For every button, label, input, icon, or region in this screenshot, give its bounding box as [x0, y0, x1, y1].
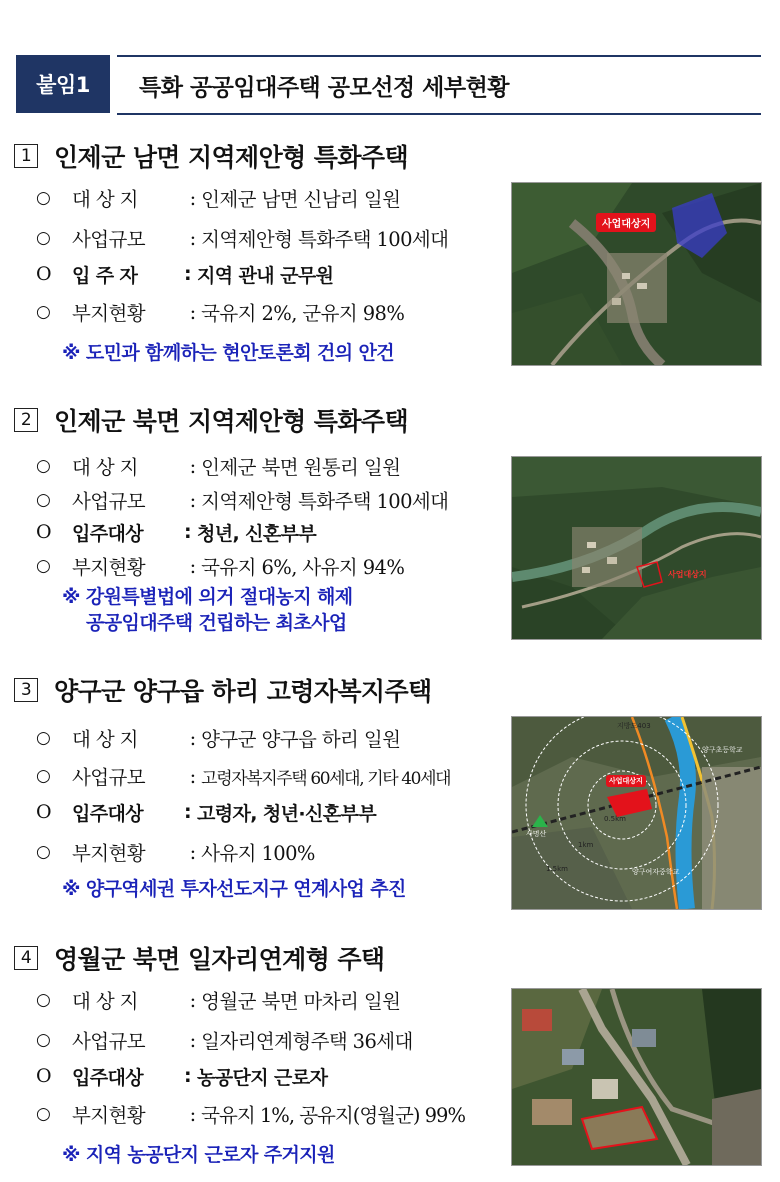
section-title-text: 영월군 북면 일자리연계형 주택 [54, 945, 385, 974]
bullet: ○ [36, 1104, 51, 1124]
item-value: 지역제안형 특화주택 100세대 [201, 228, 449, 251]
section-number: 3 [14, 678, 38, 702]
bullet: O [36, 801, 51, 823]
bullet: ○ [36, 456, 51, 476]
section-note [62, 582, 353, 638]
item-value: 인제군 남면 신남리 일원 [201, 188, 401, 211]
attachment-tag: 붙임1 [16, 55, 110, 113]
separator: : [184, 764, 202, 788]
separator: : [178, 263, 198, 285]
item-land [36, 296, 404, 328]
item-label: 대 상 지 [72, 990, 138, 1013]
map-label-ring: 0.5km [604, 815, 627, 823]
item-land [36, 1098, 465, 1130]
item-label: 부지현황 [72, 556, 145, 579]
site-label: 사업대상지 [606, 775, 646, 787]
section-title [12, 138, 408, 174]
bullet: ○ [36, 766, 51, 786]
map-label-school: 양구초등학교 [702, 746, 743, 754]
item-residents [36, 516, 316, 548]
item-label: 입주대상 [72, 522, 144, 545]
section-note: ※ 도민과 함께하는 현안토론회 건의 안건 [62, 341, 395, 364]
section-title-text: 양구군 양구읍 하리 고령자복지주택 [54, 677, 432, 706]
item-scale [36, 222, 448, 254]
item-value: 지역제안형 특화주택 100세대 [201, 490, 449, 513]
item-value: 청년, 신혼부부 [197, 522, 317, 545]
separator: : [184, 488, 202, 512]
item-site [36, 182, 400, 214]
note-line: ※ 강원특별법에 의거 절대농지 해제 [62, 586, 353, 608]
item-label: 대 상 지 [72, 728, 138, 751]
section-title-text: 인제군 북면 지역제안형 특화주택 [54, 407, 409, 436]
item-value: 국유지 6%, 사유지 94% [201, 556, 405, 579]
separator: : [184, 1102, 202, 1126]
item-value: 사유지 100% [201, 842, 315, 865]
aerial-photo [512, 457, 761, 639]
site-photo-2 [511, 456, 762, 640]
item-label: 부지현황 [72, 302, 145, 325]
separator: : [184, 988, 202, 1012]
item-label: 입주대상 [72, 1066, 144, 1089]
site-photo-3 [511, 716, 762, 910]
bullet: ○ [36, 490, 51, 510]
site-label: 사업대상지 [596, 213, 656, 232]
separator: : [184, 1028, 202, 1052]
item-label: 입 주 자 [72, 264, 138, 287]
separator: : [184, 554, 202, 578]
item-label: 사업규모 [72, 490, 145, 513]
bullet: ○ [36, 302, 51, 322]
item-label: 대 상 지 [72, 188, 138, 211]
map-label-mountain: 사명산 [526, 830, 547, 838]
item-label: 입주대상 [72, 802, 144, 825]
item-scale [36, 1024, 413, 1056]
bullet: ○ [36, 228, 51, 248]
item-scale [36, 484, 448, 516]
aerial-photo [512, 183, 761, 365]
item-site [36, 722, 400, 754]
site-photo-1 [511, 182, 762, 366]
item-value: 양구군 양구읍 하리 일원 [201, 728, 401, 751]
bullet: ○ [36, 188, 51, 208]
item-residents [36, 796, 376, 828]
separator: : [184, 454, 202, 478]
bullet: ○ [36, 556, 51, 576]
separator: : [184, 186, 202, 210]
item-value: 인제군 북면 원통리 일원 [201, 456, 401, 479]
bullet: ○ [36, 1030, 51, 1050]
item-value: 고령자복지주택 60세대, 기타 40세대 [201, 768, 451, 789]
item-land [36, 550, 404, 582]
bullet: O [36, 1065, 51, 1087]
item-value: 지역 관내 군무원 [197, 264, 334, 287]
separator: : [184, 726, 202, 750]
separator: : [184, 840, 202, 864]
item-residents [36, 258, 333, 290]
note-line: 공공임대주택 건립하는 최초사업 [86, 612, 347, 634]
section-number: 1 [14, 144, 38, 168]
map-label-ring: 1km [578, 841, 594, 849]
item-label: 부지현황 [72, 842, 145, 865]
section-number: 4 [14, 946, 38, 970]
item-site [36, 450, 400, 482]
site-photo-4 [511, 988, 762, 1166]
item-label: 사업규모 [72, 766, 145, 789]
section-number: 2 [14, 408, 38, 432]
map-label-school: 양구여자중학교 [632, 868, 680, 876]
separator: : [184, 300, 202, 324]
attachment-header [16, 55, 761, 113]
bullet: ○ [36, 728, 51, 748]
map-label-road: 지방도403 [617, 722, 651, 730]
section-title [12, 402, 408, 438]
section-title [12, 672, 432, 708]
section-title-text: 인제군 남면 지역제안형 특화주택 [54, 143, 409, 172]
item-value: 농공단지 근로자 [197, 1066, 328, 1089]
item-label: 부지현황 [72, 1104, 145, 1127]
bullet: O [36, 521, 51, 543]
separator: : [178, 1065, 198, 1087]
aerial-photo [512, 989, 761, 1165]
separator: : [178, 801, 198, 823]
item-residents [36, 1060, 327, 1092]
bullet: ○ [36, 990, 51, 1010]
bullet: O [36, 263, 51, 285]
map-label-ring: 1.5km [546, 865, 569, 873]
separator: : [178, 521, 198, 543]
item-land [36, 836, 315, 868]
section-note: ※ 지역 농공단지 근로자 주거지원 [62, 1143, 335, 1166]
document-title: 특화 공공임대주택 공모선정 세부현황 [117, 55, 761, 115]
item-label: 사업규모 [72, 228, 145, 251]
item-value: 일자리연계형주택 36세대 [201, 1030, 413, 1053]
item-scale [36, 760, 450, 792]
item-value: 고령자, 청년·신혼부부 [197, 802, 377, 825]
item-value: 국유지 2%, 군유지 98% [201, 302, 405, 325]
separator: : [184, 226, 202, 250]
item-label: 사업규모 [72, 1030, 145, 1053]
item-label: 대 상 지 [72, 456, 138, 479]
item-value: 영월군 북면 마차리 일원 [201, 990, 401, 1013]
site-label: 사업대상지 [668, 570, 707, 579]
section-title [12, 940, 384, 976]
section-note: ※ 양구역세권 투자선도지구 연계사업 추진 [62, 877, 406, 900]
bullet: ○ [36, 842, 51, 862]
item-site [36, 984, 400, 1016]
item-value: 국유지 1%, 공유지(영월군) 99% [201, 1104, 465, 1127]
